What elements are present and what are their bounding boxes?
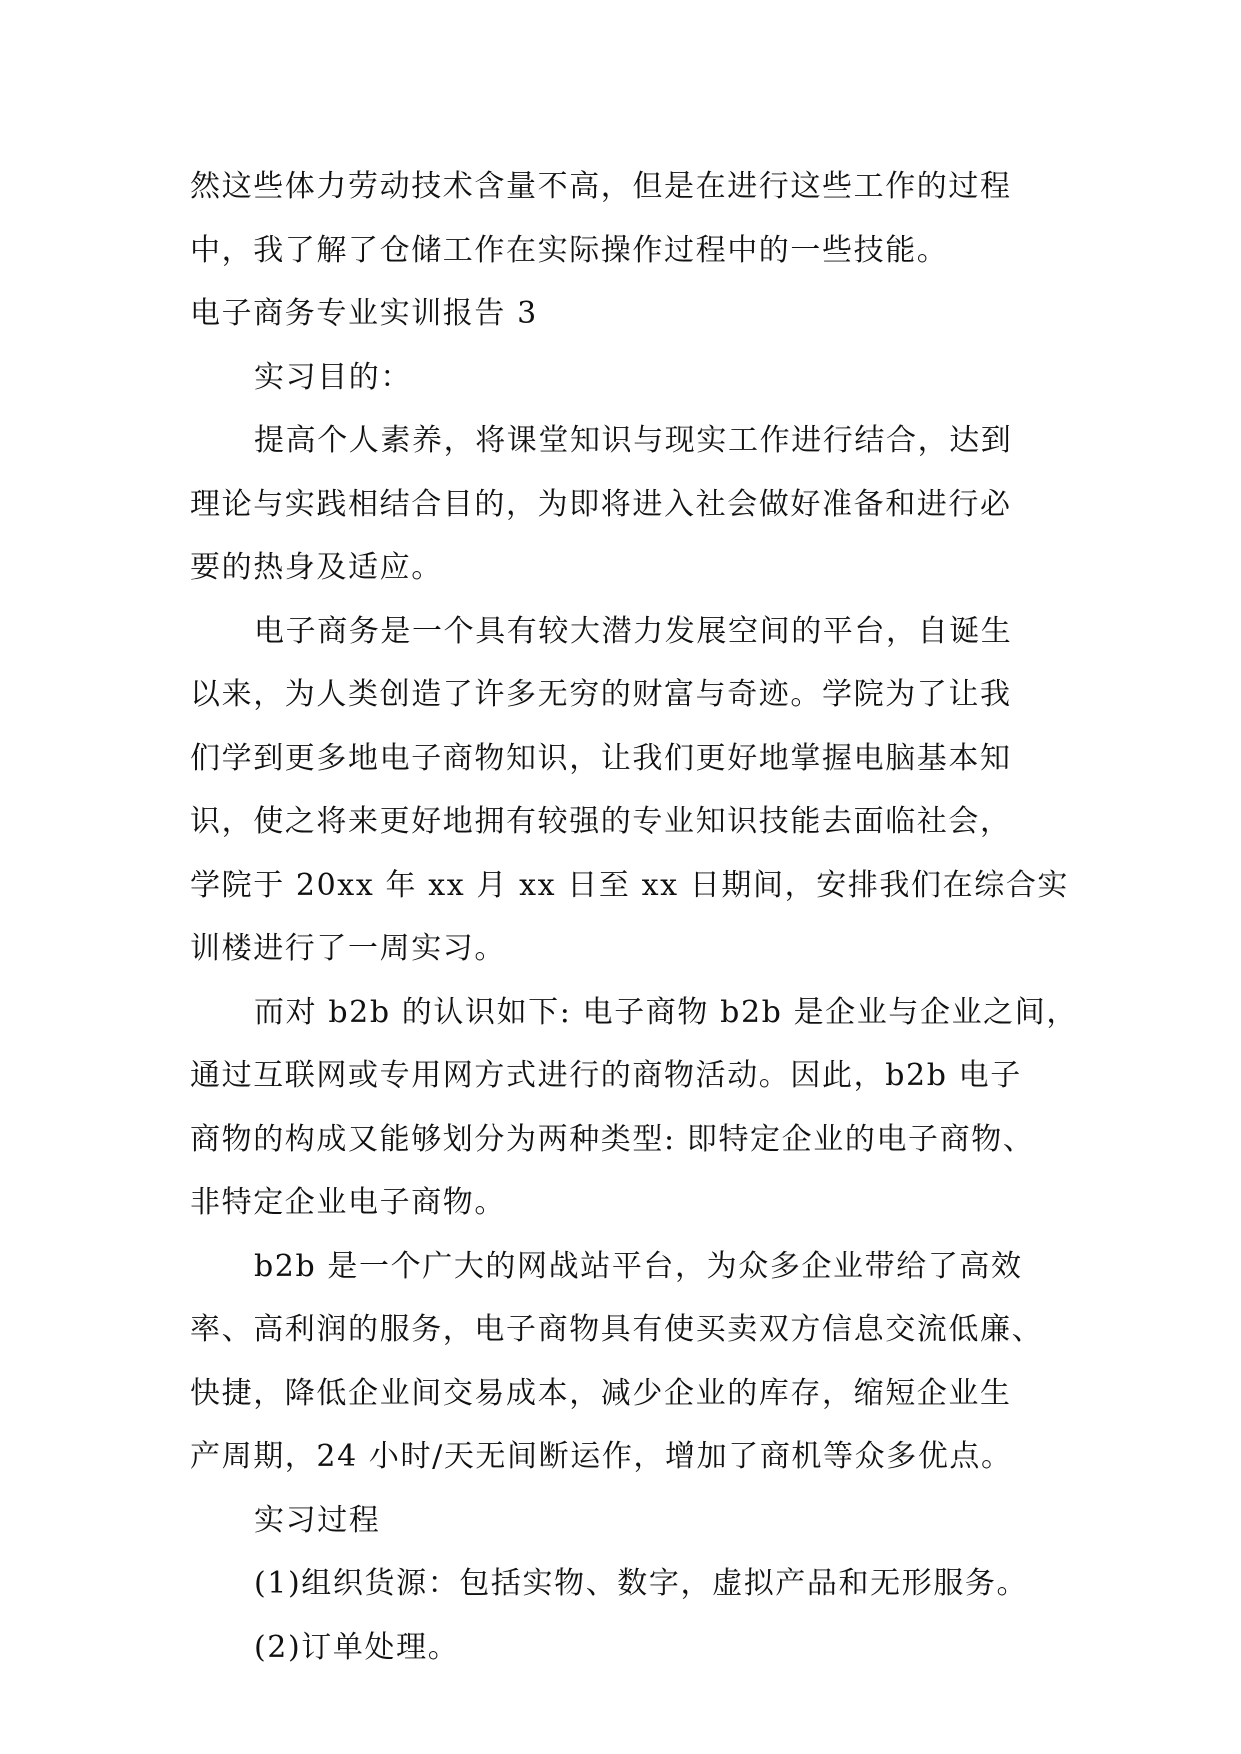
paragraph-line: 提高个人素养，将课堂知识与现实工作进行结合，达到	[254, 423, 1013, 458]
paragraph-line: 快捷，降低企业间交易成本，减少企业的库存，缩短企业生	[190, 1375, 1012, 1411]
paragraph-line: 理论与实践相结合目的，为即将进入社会做好准备和进行必	[190, 486, 1012, 522]
paragraph-line: 以来，为人类创造了许多无穷的财富与奇迹。学院为了让我	[190, 677, 1012, 712]
paragraph-line: 非特定企业电子商物。	[190, 1185, 506, 1220]
paragraph-line: 中，我了解了仓储工作在实际操作过程中的一些技能。	[190, 232, 949, 268]
paragraph-line: 而对 b2b 的认识如下: 电子商物 b2b 是企业与企业之间，	[254, 994, 1078, 1030]
subheading-process: 实习过程	[254, 1502, 381, 1538]
paragraph-line: b2b 是一个广大的网战站平台，为众多企业带给了高效	[254, 1248, 1023, 1284]
subheading-purpose: 实习目的：	[254, 359, 412, 395]
paragraph-line: 识，使之将来更好地拥有较强的专业知识技能去面临社会，	[190, 804, 1012, 839]
paragraph-line: 电子商务是一个具有较大潜力发展空间的平台，自诞生	[254, 613, 1013, 649]
section-heading: 电子商务专业实训报告 3	[190, 296, 538, 331]
paragraph-line: 率、高利润的服务，电子商物具有使买卖双方信息交流低廉、	[190, 1312, 1044, 1347]
paragraph-line: 训楼进行了一周实习。	[190, 931, 506, 966]
paragraph-line: 通过互联网或专用网方式进行的商物活动。因此，b2b 电子	[190, 1058, 1022, 1093]
paragraph-line: 然这些体力劳动技术含量不高，但是在进行这些工作的过程	[190, 169, 1012, 204]
paragraph-line: 要的热身及适应。	[190, 550, 443, 585]
list-item: (2)订单处理。	[254, 1629, 460, 1665]
paragraph-line: 产周期，24 小时/天无间断运作，增加了商机等众多优点。	[190, 1439, 1013, 1474]
paragraph-line: 们学到更多地电子商物知识，让我们更好地掌握电脑基本知	[190, 740, 1012, 776]
paragraph-line: 商物的构成又能够划分为两种类型: 即特定企业的电子商物、	[190, 1121, 1035, 1157]
document-page	[190, 155, 1078, 1679]
paragraph-line: 学院于 20xx 年 xx 月 xx 日至 xx 日期间，安排我们在综合实	[190, 867, 1070, 903]
list-item: (1)组织货源：包括实物、数字，虚拟产品和无形服务。	[254, 1566, 1029, 1601]
